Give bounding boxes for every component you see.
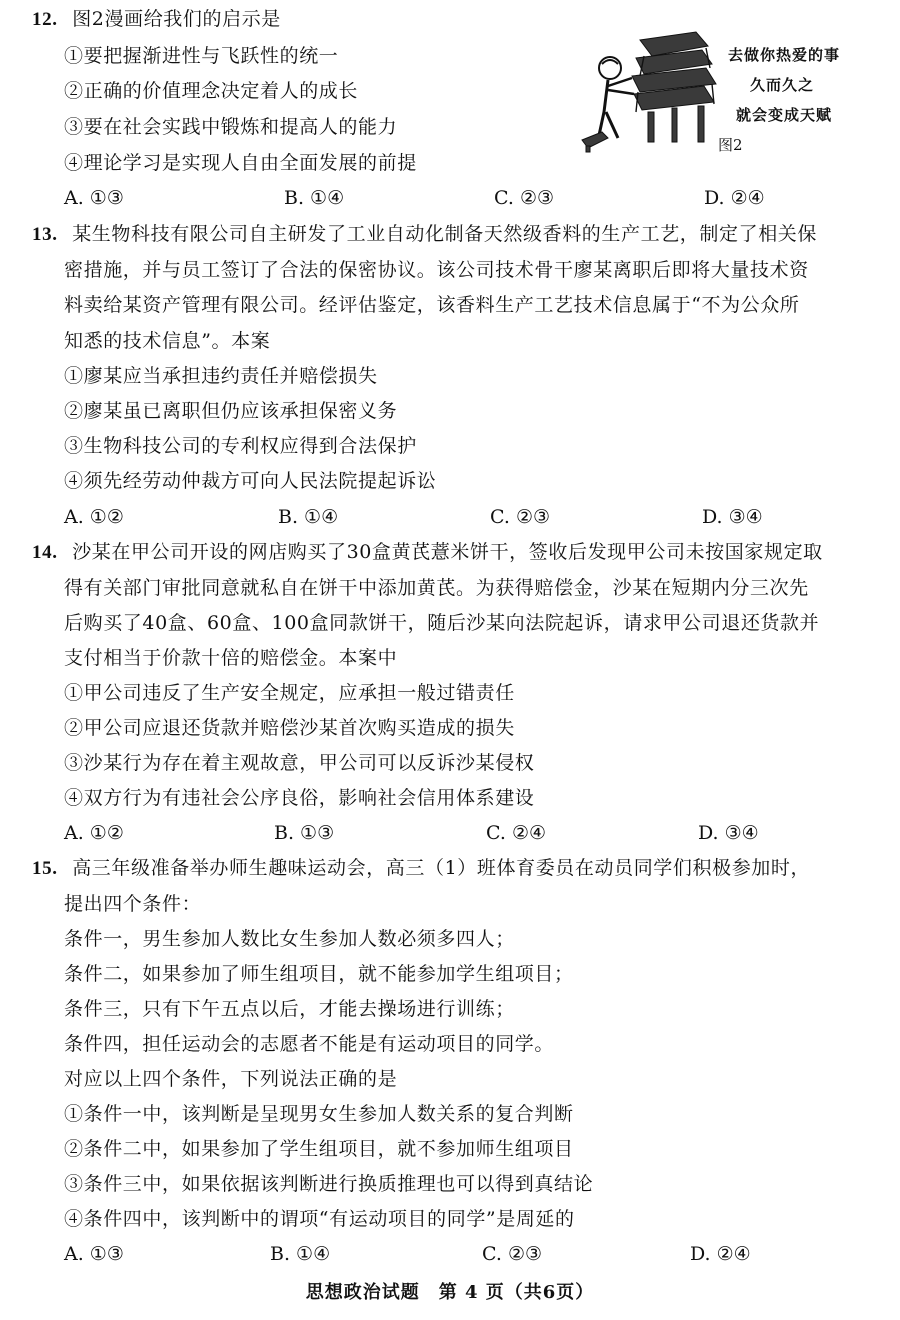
q13-item-3: ③生物科技公司的专利权应得到合法保护 [64, 435, 417, 457]
q13-stem-text-1: 某生物科技有限公司自主研发了工业自动化制备天然级香料的生产工艺，制定了相关保 [72, 223, 818, 245]
q12-option-a: A. ①③ [64, 187, 124, 209]
q12-stem-text: 图2漫画给我们的启示是 [72, 8, 281, 30]
q15-item-1: ①条件一中，该判断是呈现男女生参加人数关系的复合判断 [64, 1103, 574, 1125]
cartoon-illustration [578, 28, 738, 153]
q14-number: 14. [32, 542, 58, 563]
q13-option-a: A. ①② [64, 506, 124, 528]
q14-item-3: ③沙某行为存在着主观故意，甲公司可以反诉沙某侵权 [64, 752, 535, 774]
q14-stem-line-4: 支付相当于价款十倍的赔偿金。本案中 [64, 647, 398, 669]
q12-number: 12. [32, 9, 58, 30]
q15-option-a: A. ①③ [64, 1243, 124, 1265]
page-footer: 思想政治试题 第 4 页（共6页） [305, 1282, 595, 1303]
q13-number: 13. [32, 224, 58, 245]
q13-stem-line-3: 料卖给某资产管理有限公司。经评估鉴定，该香料生产工艺技术信息属于“不为公众所 [64, 294, 800, 316]
q14-item-2: ②甲公司应退还货款并赔偿沙某首次购买造成的损失 [64, 717, 515, 739]
q13-option-b: B. ①④ [278, 506, 339, 528]
q14-stem-line-1 [32, 539, 823, 566]
q13-item-1: ①廖某应当承担违约责任并赔偿损失 [64, 365, 378, 387]
q13-stem-line-4: 知悉的技术信息”。本案 [64, 330, 271, 352]
q15-option-b: B. ①④ [270, 1243, 331, 1265]
q15-option-c: C. ②③ [482, 1243, 543, 1265]
q14-item-4: ④双方行为有违社会公序良俗，影响社会信用体系建设 [64, 787, 535, 809]
cartoon-text-line-1: 去做你热爱的事 [728, 46, 841, 64]
q12-item-4: ④理论学习是实现人自由全面发展的前提 [64, 152, 417, 174]
q14-option-b: B. ①③ [274, 822, 335, 844]
q12-stem [32, 6, 281, 33]
q15-item-2: ②条件二中，如果参加了学生组项目，就不参加师生组项目 [64, 1138, 574, 1160]
q14-item-1: ①甲公司违反了生产安全规定，应承担一般过错责任 [64, 682, 515, 704]
q12-item-1: ①要把握渐进性与飞跃性的统一 [64, 45, 339, 67]
q14-stem-text-1: 沙某在甲公司开设的网店购买了30盒黄芪薏米饼干，签收后发现甲公司未按国家规定取 [72, 541, 823, 563]
q12-item-3: ③要在社会实践中锻炼和提高人的能力 [64, 116, 398, 138]
q15-condition-4: 条件四，担任运动会的志愿者不能是有运动项目的同学。 [64, 1033, 555, 1055]
q15-stem-text-1: 高三年级准备举办师生趣味运动会，高三（1）班体育委员在动员同学们积极参加时， [72, 857, 811, 879]
q15-item-3: ③条件三中，如果依据该判断进行换质推理也可以得到真结论 [64, 1173, 594, 1195]
cartoon-text-line-3: 就会变成天赋 [736, 106, 833, 124]
q15-condition-3: 条件三，只有下午五点以后，才能去操场进行训练； [64, 998, 515, 1020]
q15-number: 15. [32, 858, 58, 879]
q15-condition-1: 条件一，男生参加人数比女生参加人数必须多四人； [64, 928, 515, 950]
q15-option-d: D. ②④ [690, 1243, 751, 1265]
q12-option-c: C. ②③ [494, 187, 555, 209]
q14-stem-line-2: 得有关部门审批同意就私自在饼干中添加黄芪。为获得赔偿金，沙某在短期内分三次先 [64, 577, 809, 599]
cartoon-text-line-2: 久而久之 [750, 76, 815, 94]
q15-stem-line-2: 提出四个条件： [64, 893, 202, 915]
q13-item-4: ④须先经劳动仲裁方可向人民法院提起诉讼 [64, 470, 437, 492]
q14-option-c: C. ②④ [486, 822, 547, 844]
q12-option-d: D. ②④ [704, 187, 765, 209]
q13-item-2: ②廖某虽已离职但仍应该承担保密义务 [64, 400, 398, 422]
q13-option-d: D. ③④ [702, 506, 763, 528]
figure-2 [578, 28, 848, 163]
q15-stem-line-1 [32, 855, 810, 882]
q15-lead: 对应以上四个条件，下列说法正确的是 [64, 1068, 398, 1090]
q13-stem-line-1 [32, 221, 817, 248]
q13-stem-line-2: 密措施，并与员工签订了合法的保密协议。该公司技术骨干廖某离职后即将大量技术资 [64, 259, 809, 281]
q14-option-d: D. ③④ [698, 822, 759, 844]
q14-option-a: A. ①② [64, 822, 124, 844]
figure-caption: 图2 [718, 136, 743, 154]
q12-option-b: B. ①④ [284, 187, 345, 209]
q15-item-4: ④条件四中，该判断中的谓项“有运动项目的同学”是周延的 [64, 1208, 575, 1230]
q12-item-2: ②正确的价值理念决定着人的成长 [64, 80, 359, 102]
q14-stem-line-3: 后购买了40盒、60盒、100盒同款饼干，随后沙某向法院起诉，请求甲公司退还货款并 [64, 612, 820, 634]
q13-option-c: C. ②③ [490, 506, 551, 528]
q15-condition-2: 条件二，如果参加了师生组项目，就不能参加学生组项目； [64, 963, 574, 985]
